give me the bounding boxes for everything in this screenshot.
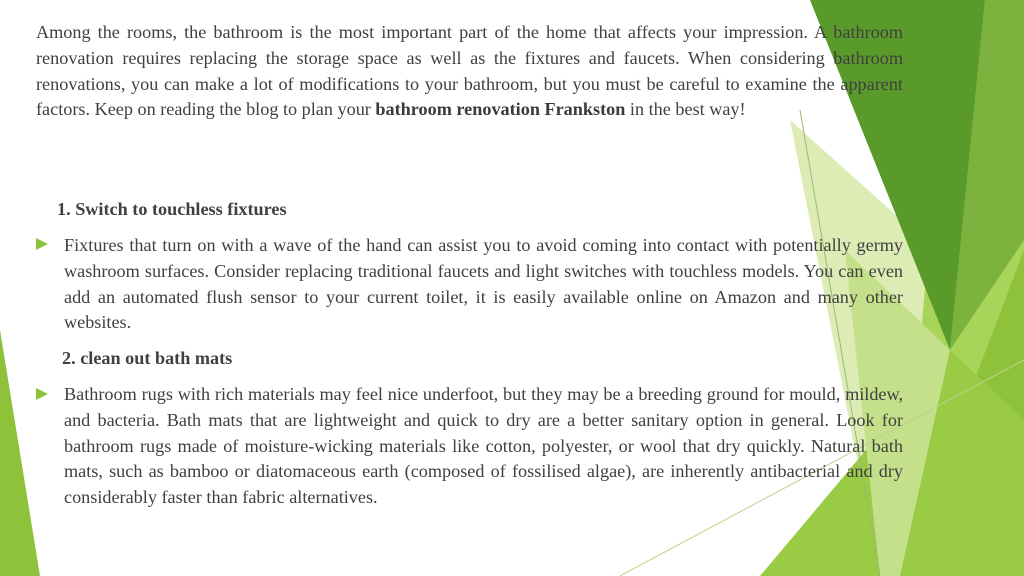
section-1-heading: 1. Switch to touchless fixtures xyxy=(57,199,287,219)
section-2-body: Bathroom rugs with rich materials may feel nice underfoot, but they may be a breeding ground for mould, mildew, and bacteria. Bath mats that are lightweight and quick to dry are a better sanitary option in general. Look for bathroom rugs made of moisture-wicking materials like cotton, polyester, or wool that dry quickly. Natural bath mats, such as bamboo or diatomaceous earth (composed of fossilised algae), are inherently antibacterial and dry considerably faster than fabric alternatives. xyxy=(64,384,903,508)
intro-paragraph xyxy=(36,20,903,123)
intro-text-before: Among the rooms, the bathroom is the most important part of the home that affects your impression. A bathroom renovation requires replacing the storage space as well as the fixtures and faucets. When considering bathroom renovations, you can make a lot of modifications to your bathroom, but you must be careful to examine the apparent factors. Keep on reading the blog to plan your xyxy=(36,22,903,120)
intro-text-after: in the best way! xyxy=(625,99,746,120)
bullet-arrow-icon xyxy=(36,388,48,400)
section-1-body: Fixtures that turn on with a wave of the hand can assist you to avoid coming into contact with potentially germy washroom surfaces. Consider replacing traditional faucets and light switches with touchless models. You can even add an automated flush sensor to your current toilet, it is easily available online on Amazon and many other websites. xyxy=(64,235,903,333)
section-2-heading: 2. clean out bath mats xyxy=(62,348,233,368)
intro-bold-keyword: bathroom renovation Frankston xyxy=(375,99,626,120)
bullet-arrow-icon xyxy=(36,238,48,250)
